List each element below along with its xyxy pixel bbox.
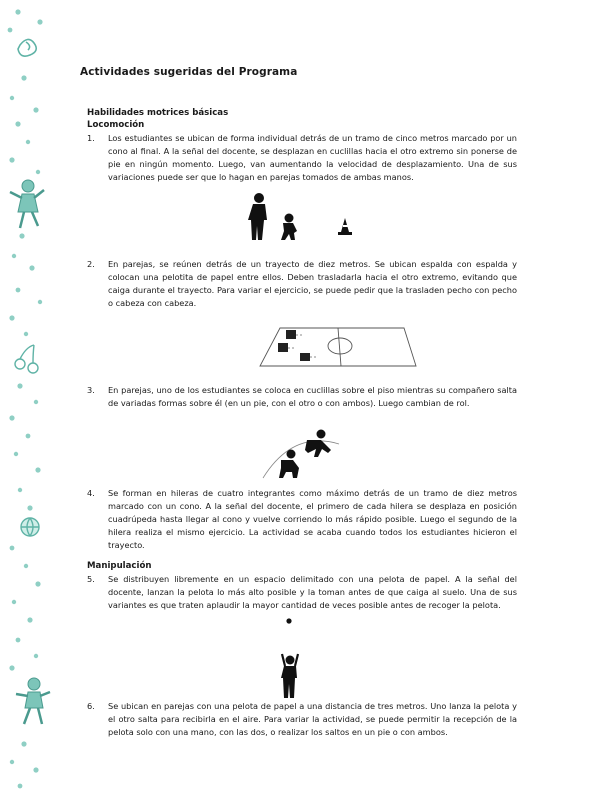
- activity-item-6: [87, 700, 517, 739]
- activity-item-5: [87, 573, 517, 612]
- subsection-heading-locomotion: Locomoción: [87, 120, 145, 130]
- activity-number: 4.: [87, 488, 95, 498]
- activity-text: Se ubican en parejas con una pelota de papel a una distancia de tres metros. Uno lanza la pelota y el otro salta para recibirla en el aire. Para variar la actividad, se puede permitir la recepción de la pelota solo con una mano, con las dos, o realizar los saltos en un pie o con ambos.: [108, 701, 517, 738]
- activity-number: 6.: [87, 701, 95, 711]
- child-figure-icon: [10, 180, 44, 228]
- cherries-icon: [15, 345, 38, 373]
- margin-decoration: [0, 0, 70, 800]
- activity-text: Se forman en hileras de cuatro integrantes como máximo detrás de un tramo de diez metros marcado con un cono. A la señal del docente, el primero de cada hilera se desplaza en posición cuadrúpeda hasta llegar al cono y vuelve corriendo lo más rápido posible. Luego el segundo de la hilera realiza el mismo ejercicio. La actividad se acaba cuando todos los estudiantes hicieron el trayecto.: [108, 488, 517, 551]
- figure-squat-walk: [245, 192, 360, 242]
- section-heading: Habilidades motrices básicas: [87, 108, 229, 118]
- activity-text: Se distribuyen libremente en un espacio delimitado con una pelota de papel. A la señal del docente, lanzan la pelota lo más alto posible y la toman antes de que caiga al suelo. Una de sus variantes es que traten aplaudir la mayor cantidad de veces posible antes de recoger la pelota.: [108, 574, 517, 611]
- activity-number: 5.: [87, 574, 95, 584]
- figure-ball-throw: [276, 616, 306, 700]
- activity-text: En parejas, se reúnen detrás de un trayecto de diez metros. Se ubican espalda con espalda y colocan una pelotita de papel entre ellos. Deben trasladarla hacia el otro extremo, evitando que caiga durante el trayecto. Para variar el ejercicio, se puede pedir que la trasladen pecho con pecho o cabeza con cabeza.: [108, 259, 517, 309]
- dot-column: [8, 9, 43, 788]
- ball-icon: [286, 618, 291, 623]
- page-title: Actividades sugeridas del Programa: [80, 66, 298, 78]
- activity-number: 3.: [87, 385, 95, 395]
- activity-number: 2.: [87, 259, 95, 269]
- figure-leapfrog: [255, 428, 345, 480]
- activity-item-1: [87, 132, 517, 184]
- activity-text: En parejas, uno de los estudiantes se coloca en cuclillas sobre el piso mientras su compañero salta de variadas formas sobre él (en un pie, con el otro o con ambos). Luego cambian de rol.: [108, 385, 517, 409]
- activity-text: Los estudiantes se ubican de forma individual detrás de un tramo de cinco metros marcado por un cono al final. A la señal del docente, se desplazan en cuclillas hacia el otro extremo sin ponerse de pie en ningún momento. Luego, van aumentando la velocidad de desplazamiento. Una de sus variaciones puede ser que lo hagan en parejas tomados de ambas manos.: [108, 133, 517, 183]
- subsection-heading-manipulation: Manipulación: [87, 561, 152, 571]
- figure-court-diagram: [258, 326, 418, 368]
- scribble-icon: [18, 39, 36, 56]
- child-figure-icon: [16, 678, 50, 724]
- activity-item-2: [87, 258, 517, 310]
- activity-item-4: [87, 487, 517, 552]
- ball-icon: [21, 518, 39, 536]
- activity-number: 1.: [87, 133, 95, 143]
- activity-item-3: [87, 384, 517, 410]
